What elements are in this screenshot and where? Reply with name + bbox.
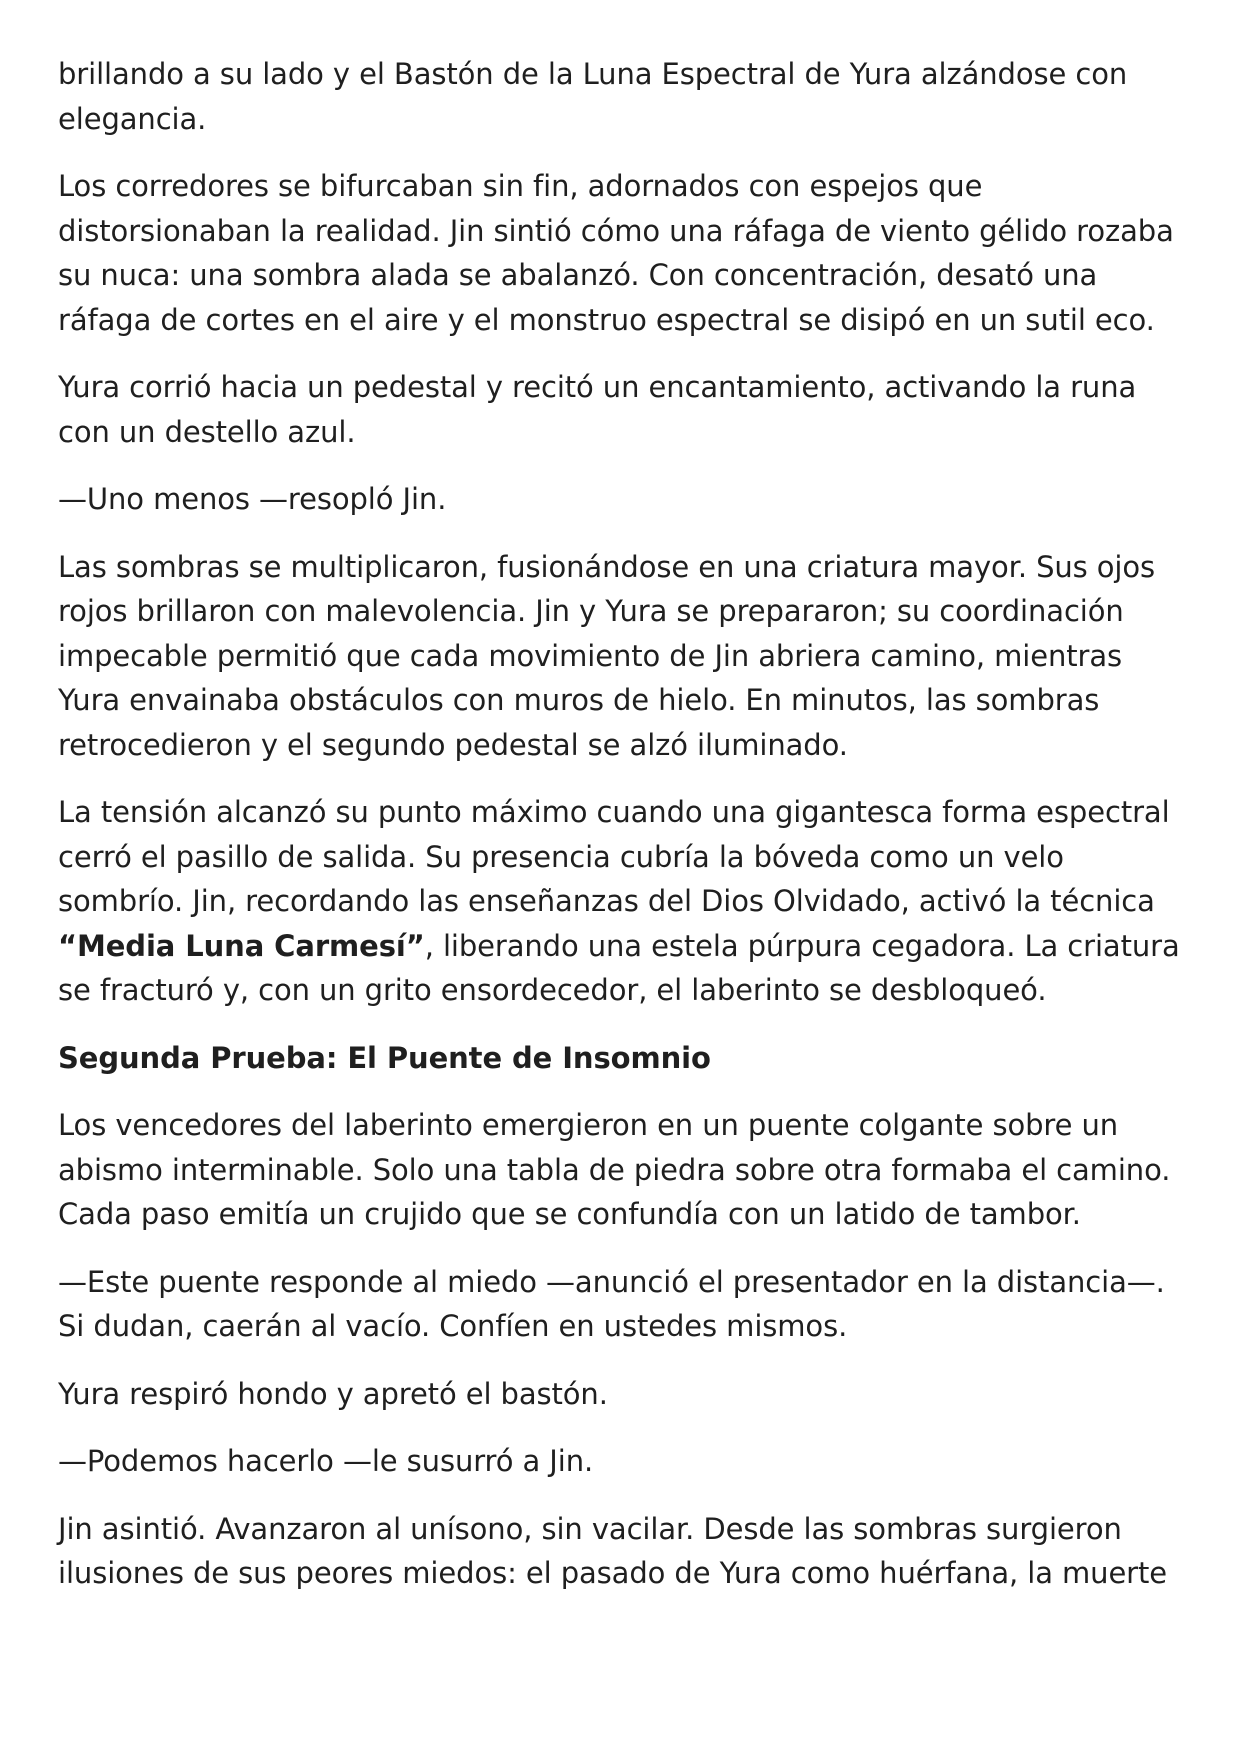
text-line: cerró el pasillo de salida. Su presencia cubría la bóveda como un velo	[58, 839, 1064, 874]
text-line	[58, 924, 1208, 969]
text-line: impecable permitió que cada movimiento de Jin abriera camino, mientras	[58, 638, 1123, 673]
section-heading: Segunda Prueba: El Puente de Insomnio	[58, 1040, 711, 1075]
text-line: Los vencedores del laberinto emergieron en un puente colgante sobre un	[58, 1108, 1119, 1142]
text-line: sombrío. Jin, recordando las enseñanzas del Dios Olvidado, activó la técnica	[58, 884, 1155, 918]
text-line: —Uno menos —resopló Jin.	[58, 482, 447, 516]
text-line: La tensión alcanzó su punto máximo cuando una gigantesca forma espectral	[58, 795, 1170, 829]
text-line: brillando a su lado y el Bastón de la Luna Espectral de Yura alzándose con	[58, 57, 1128, 91]
paragraph	[58, 545, 1208, 768]
text-line: Cada paso emitía un crujido que se confundía con un latido de tambor.	[58, 1197, 1081, 1231]
text-line: ráfaga de cortes en el aire y el monstruo espectral se disipó en un sutil eco.	[58, 302, 1155, 337]
text-line: Jin asintió. Avanzaron al unísono, sin vacilar. Desde las sombras surgieron	[58, 1511, 1122, 1546]
text-line: —Este puente responde al miedo —anunció el presentador en la distancia—.	[58, 1264, 1165, 1299]
text-line: ilusiones de sus peores miedos: el pasado de Yura como huérfana, la muerte	[58, 1556, 1168, 1590]
paragraph	[58, 1507, 1208, 1596]
text-line: Yura corrió hacia un pedestal y recitó un encantamiento, activando la runa	[58, 370, 1137, 404]
paragraph	[58, 164, 1208, 342]
text-line: rojos brillaron con malevolencia. Jin y Yura se prepararon; su coordinación	[58, 594, 1124, 628]
technique-name: “Media Luna Carmesí”	[58, 928, 425, 963]
text-line: Las sombras se multiplicaron, fusionándose en una criatura mayor. Sus ojos	[58, 549, 1156, 584]
paragraph	[58, 52, 1208, 141]
text-line: Los corredores se bifurcaban sin fin, adornados con espejos que	[58, 169, 983, 203]
paragraph	[58, 790, 1208, 1013]
text-line: con un destello azul.	[58, 414, 356, 449]
paragraph	[58, 1103, 1208, 1237]
text-line: Yura respiró hondo y apretó el bastón.	[58, 1376, 608, 1411]
dialogue-paragraph	[58, 1260, 1208, 1349]
dialogue-paragraph	[58, 477, 1208, 522]
text-line: distorsionaban la realidad. Jin sintió cómo una ráfaga de viento gélido rozaba	[58, 213, 1174, 248]
paragraph	[58, 365, 1208, 454]
text-line: —Podemos hacerlo —le susurró a Jin.	[58, 1444, 594, 1478]
text-line: retrocedieron y el segundo pedestal se alzó iluminado.	[58, 727, 848, 762]
text-line: Si dudan, caerán al vacío. Confíen en ustedes mismos.	[58, 1309, 848, 1343]
text-segment: , liberando una estela púrpura cegadora. La criatura	[424, 928, 1180, 963]
text-line: abismo interminable. Solo una tabla de piedra sobre otra formaba el camino.	[58, 1152, 1171, 1187]
paragraph	[58, 1372, 1208, 1417]
dialogue-paragraph	[58, 1439, 1208, 1484]
text-line: su nuca: una sombra alada se abalanzó. Con concentración, desató una	[58, 258, 1098, 292]
text-line: se fracturó y, con un grito ensordecedor, el laberinto se desbloqueó.	[58, 973, 1047, 1007]
text-line: Yura envainaba obstáculos con muros de hielo. En minutos, las sombras	[58, 683, 1100, 717]
document-page	[58, 52, 1208, 1619]
text-line: elegancia.	[58, 101, 207, 136]
